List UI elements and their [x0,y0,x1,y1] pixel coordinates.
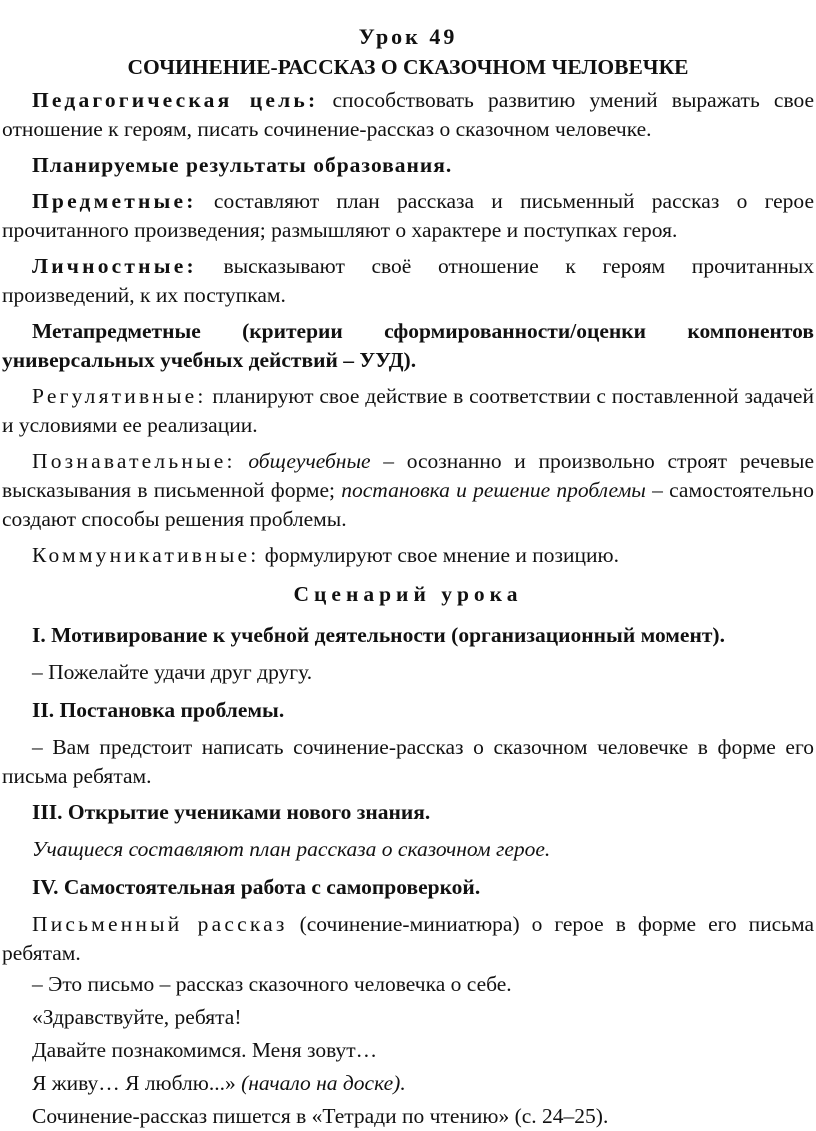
letter-line-2: «Здравствуйте, ребята! [32,1005,242,1029]
section-1-title: I. Мотивирование к учебной деятельности (организационный момент). [32,623,725,647]
personal-results-paragraph [2,252,814,310]
letter-line-1: – Это письмо – рассказ сказочного человечка о себе. [32,972,512,996]
section-3-text: Учащиеся составляют план рассказа о сказочном герое. [32,837,551,861]
lesson-title: СОЧИНЕНИЕ-РАССКАЗ О СКАЗОЧНОМ ЧЕЛОВЕЧКЕ [127,55,689,79]
cognitive-text-2: – самостоятельно создают способы решения проблемы. [2,478,814,531]
goal-paragraph [2,86,814,144]
results-heading: Планируемые результаты образования. [32,153,453,177]
section-2-text: – Вам предстоит написать сочинение-рассказ о сказочном человечке в форме его письма ребятам. [2,735,814,788]
cognitive-paragraph [2,447,814,534]
section-4-title: IV. Самостоятельная работа с самопроверкой. [32,875,481,899]
workbook-note: Сочинение-рассказ пишется в «Тетради по чтению» (с. 24–25). [32,1104,609,1128]
communicative-paragraph [2,541,814,570]
scenario-heading: Сценарий урока [293,582,523,606]
section-4-text: (сочинение-миниатюра) о герое в форме его письма ребятам. [2,912,814,965]
goal-text: способствовать развитию умений выражать свое отношение к героям, писать сочинение-рассказ о сказочном человечке. [2,88,814,141]
subject-results-paragraph [2,187,814,245]
lesson-number: Урок 49 [358,24,458,49]
section-1-text: – Пожелайте удачи друг другу. [32,660,313,684]
letter-line-4 [2,1069,814,1098]
communicative-text: формулируют свое мнение и позицию. [259,543,619,567]
subject-text: составляют план рассказа и письменный рассказ о герое прочитанного произведения; размышляют о характере и поступках героя. [2,189,814,242]
section-4-paragraph [2,910,814,968]
cognitive-italic-general: общеучебные [248,449,371,473]
cognitive-italic-problem: постановка и решение проблемы [341,478,646,502]
meta-heading: Метапредметные (критерии сформированности/оценки компонентов универсальных учебных действий – УУД). [2,319,814,372]
section-2-title: II. Постановка проблемы. [32,698,285,722]
regulative-text: планируют свое действие в соответствии с поставленной задачей и условиями ее реализации. [2,384,814,437]
letter-line-4-text: Я живу… Я люблю...» [32,1071,242,1095]
personal-text: высказывают своё отношение к героям прочитанных произведений, к их поступкам. [2,254,814,307]
goal-label: Педагогическая цель: [32,88,319,112]
subject-label: Предметные: [32,189,197,213]
cognitive-label: Познавательные: [32,449,236,473]
section-4-label: Письменный рассказ [32,912,288,936]
cognitive-text-1: – осознанно и произвольно строят речевые высказывания в письменной форме; [2,449,815,502]
regulative-paragraph [2,382,814,440]
section-3-title: III. Открытие учениками нового знания. [32,800,431,824]
regulative-label: Регулятивные: [32,384,207,408]
personal-label: Личностные: [32,254,197,278]
letter-line-3: Давайте познакомимся. Меня зовут… [32,1038,378,1062]
letter-line-4-note: (начало на доске). [241,1071,406,1095]
communicative-label: Коммуникативные: [32,543,260,567]
